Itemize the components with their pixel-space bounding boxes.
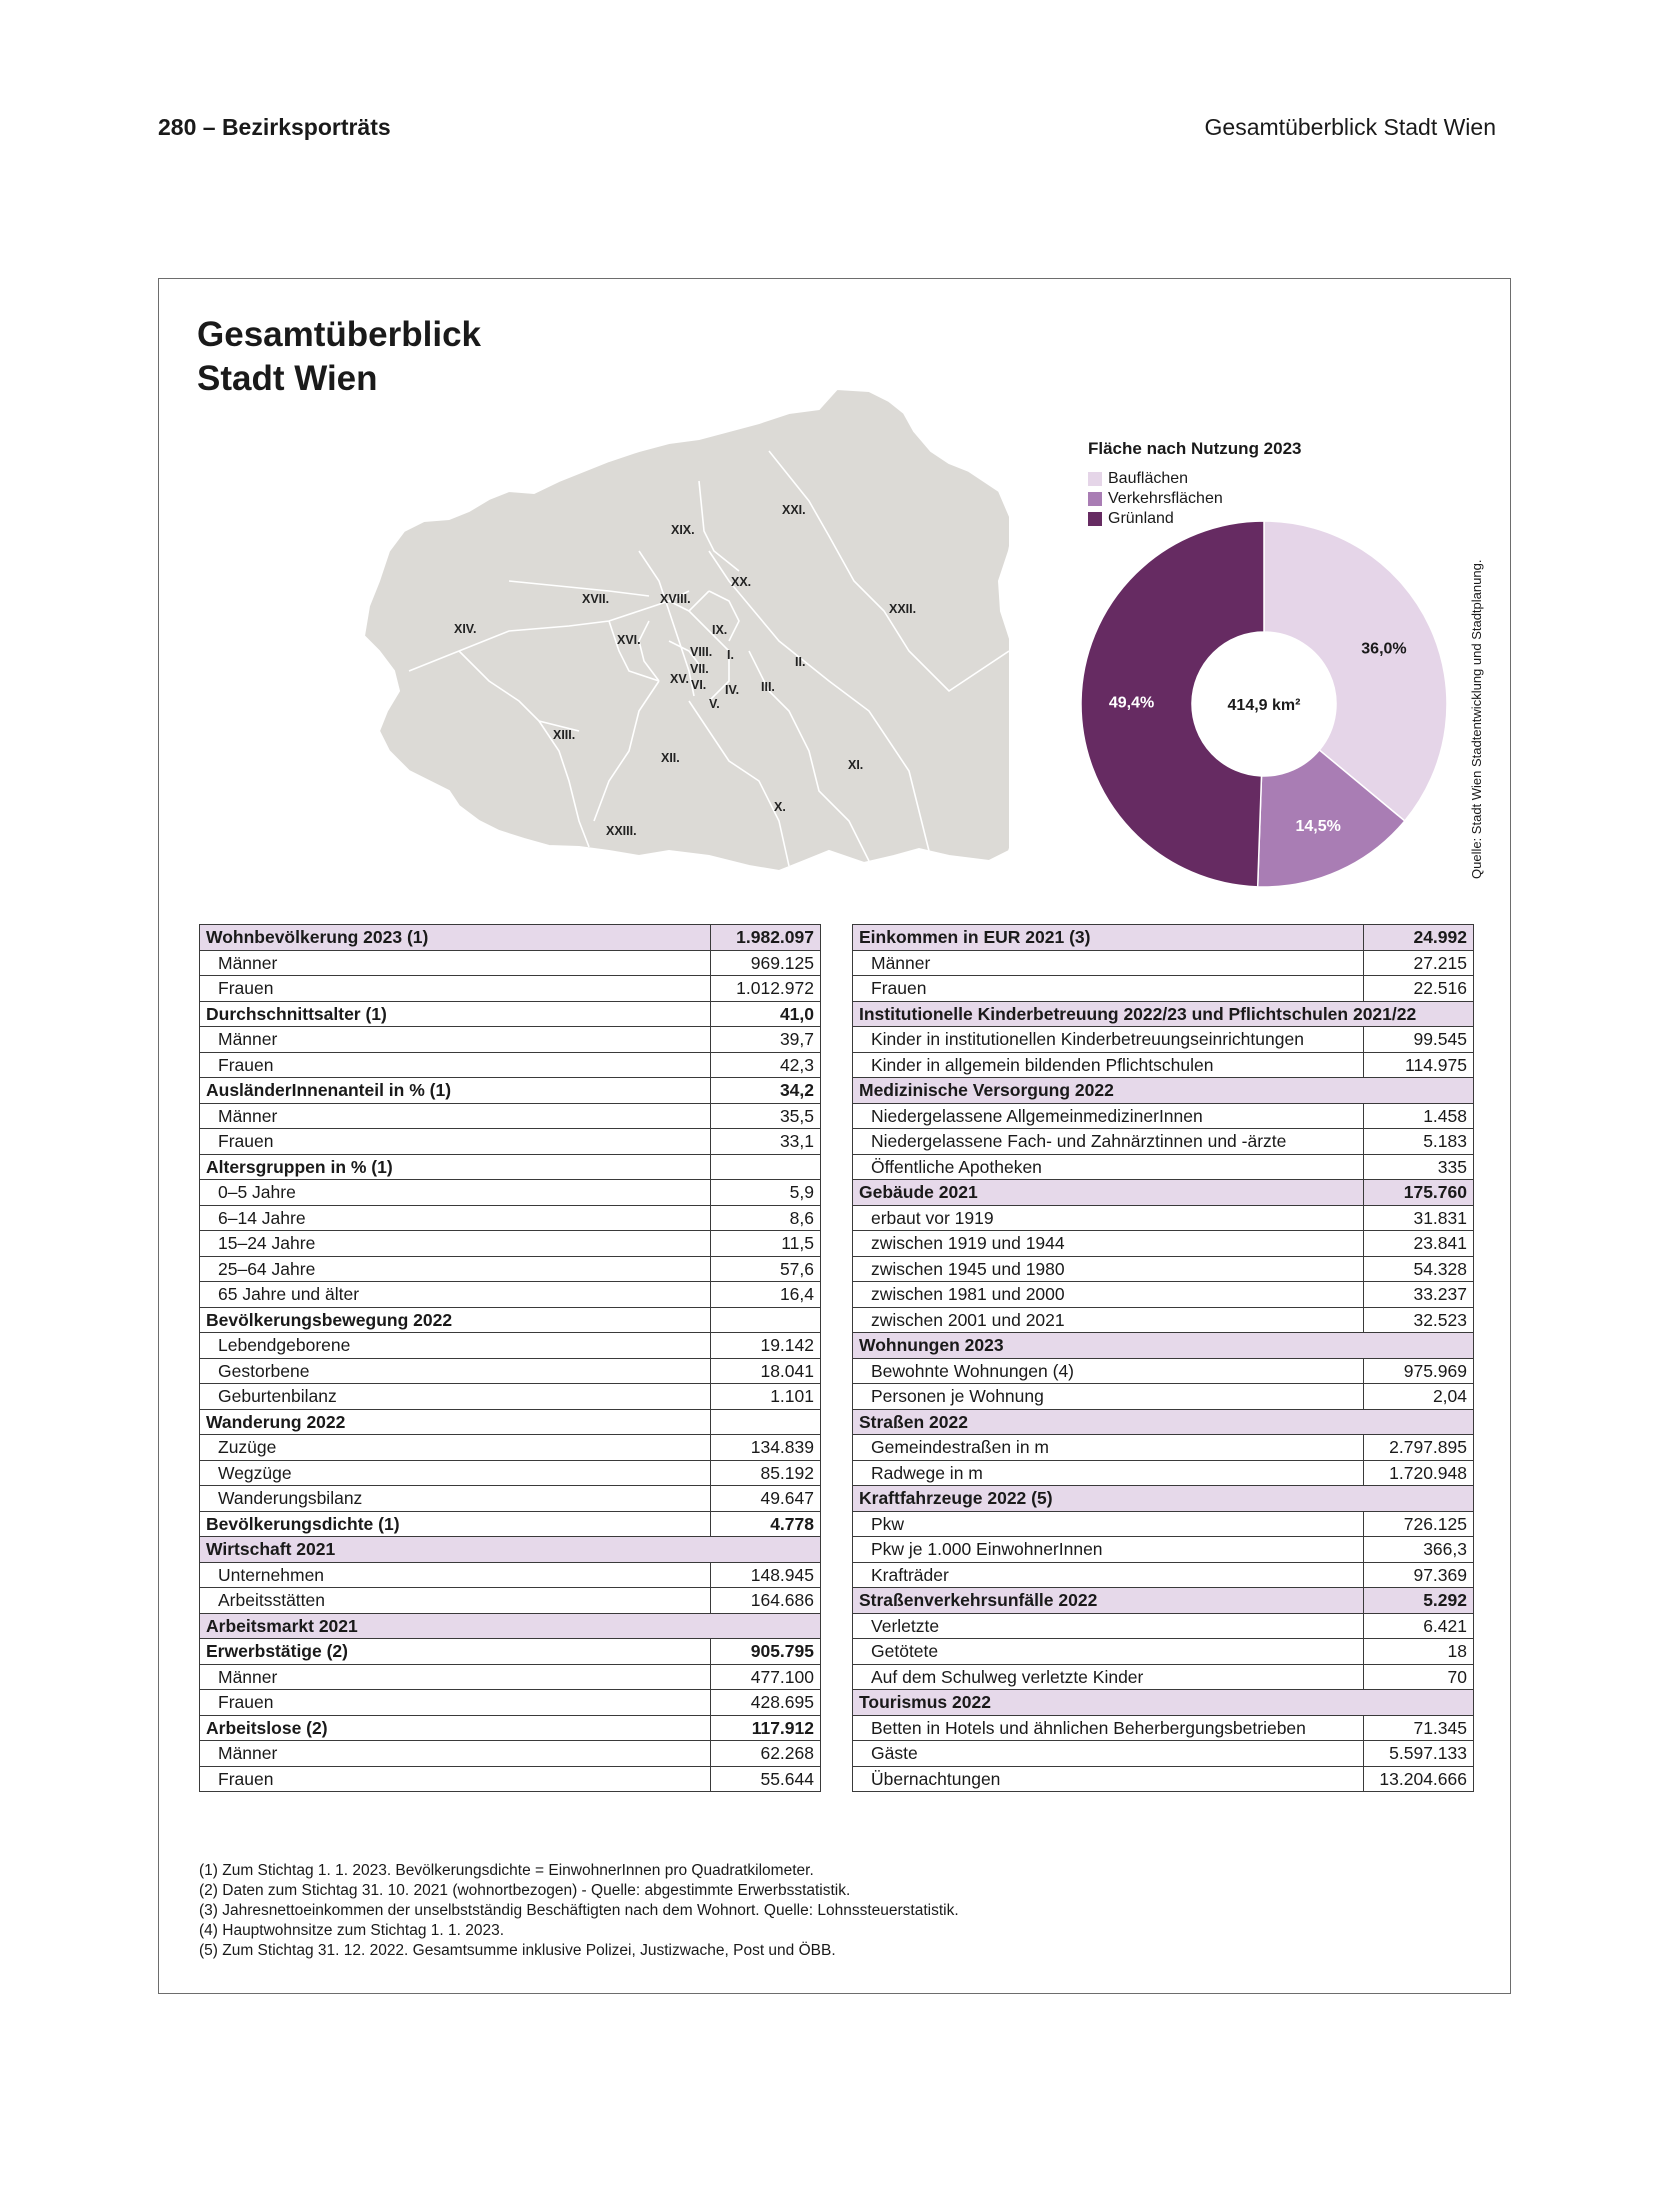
row-label: Männer [853,950,1364,976]
row-value: 33,1 [711,1129,821,1155]
pie-label-bauflaechen: 36,0% [1361,640,1407,658]
row-value: 13.204.666 [1364,1766,1474,1792]
pie-label-verkehrsflaechen: 14,5% [1295,817,1341,835]
table-row [853,1027,1474,1053]
table-row [200,1537,821,1563]
row-label: 6–14 Jahre [200,1205,711,1231]
land-use-donut-chart [1079,519,1449,889]
row-label: Getötete [853,1639,1364,1665]
table-row [200,1001,821,1027]
row-value: 5.183 [1364,1129,1474,1155]
row-label: Medizinische Versorgung 2022 [853,1078,1474,1104]
row-value [711,1307,821,1333]
table-row [853,1307,1474,1333]
row-value: 8,6 [711,1205,821,1231]
table-row [200,1562,821,1588]
row-label: Radwege in m [853,1460,1364,1486]
row-value: 16,4 [711,1282,821,1308]
district-label-16: XVI. [617,633,641,647]
table-row [853,1690,1474,1716]
district-label-3: III. [761,680,775,694]
row-label: Institutionelle Kinderbetreuung 2022/23 und Pflichtschulen 2021/22 [853,1001,1474,1027]
row-label: Frauen [200,1766,711,1792]
row-value: 2.797.895 [1364,1435,1474,1461]
row-value: 24.992 [1364,925,1474,951]
row-value: 11,5 [711,1231,821,1257]
table-row [853,1001,1474,1027]
table-row [853,1741,1474,1767]
footnotes [199,1861,959,1961]
table-row [200,1333,821,1359]
district-label-15: XV. [670,672,690,686]
vienna-district-map [309,351,1009,871]
row-label: Tourismus 2022 [853,1690,1474,1716]
row-label: Frauen [200,1129,711,1155]
table-row [200,950,821,976]
table-row [200,1205,821,1231]
row-label: Geburtenbilanz [200,1384,711,1410]
district-label-9: IX. [712,623,728,637]
district-label-10: X. [774,800,786,814]
district-label-4: IV. [725,683,740,697]
table-row [200,1256,821,1282]
row-value: 31.831 [1364,1205,1474,1231]
district-label-19: XIX. [671,523,695,537]
footnote: (3) Jahresnettoeinkommen der unselbstständig Beschäftigten nach dem Wohnort. Quelle: Lohnssteuerstatistik. [199,1902,959,1919]
table-row [200,1690,821,1716]
row-label: Gemeindestraßen in m [853,1435,1364,1461]
table-row [200,976,821,1002]
row-value: 1.720.948 [1364,1460,1474,1486]
row-label: Zuzüge [200,1435,711,1461]
row-value: 62.268 [711,1741,821,1767]
row-label: Wohnbevölkerung 2023 (1) [200,925,711,951]
legend-swatch-bauflaechen [1088,472,1102,486]
footnote: (2) Daten zum Stichtag 31. 10. 2021 (wohnortbezogen) - Quelle: abgestimmte Erwerbsstatistik. [199,1882,851,1899]
table-row [853,1052,1474,1078]
row-label: Gebäude 2021 [853,1180,1364,1206]
row-value: 41,0 [711,1001,821,1027]
row-label: Frauen [200,1052,711,1078]
district-label-5: V. [709,697,720,711]
row-value: 49.647 [711,1486,821,1512]
table-row [200,1129,821,1155]
table-row [853,1486,1474,1512]
table-row [853,1613,1474,1639]
row-label: Gäste [853,1741,1364,1767]
table-row [853,1766,1474,1792]
row-label: Einkommen in EUR 2021 (3) [853,925,1364,951]
row-value: 23.841 [1364,1231,1474,1257]
row-value: 42,3 [711,1052,821,1078]
row-label: 25–64 Jahre [200,1256,711,1282]
row-label: zwischen 1981 und 2000 [853,1282,1364,1308]
table-row [200,1078,821,1104]
table-row [200,1231,821,1257]
table-row [853,1384,1474,1410]
row-label: Wohnungen 2023 [853,1333,1474,1359]
table-row [853,1205,1474,1231]
table-row [200,1154,821,1180]
legend-item-bauflaechen [1088,469,1223,489]
row-value: 477.100 [711,1664,821,1690]
table-row [853,1103,1474,1129]
row-label: Wanderungsbilanz [200,1486,711,1512]
table-row [853,1154,1474,1180]
table-row [853,1256,1474,1282]
table-row [853,1537,1474,1563]
row-label: zwischen 2001 und 2021 [853,1307,1364,1333]
district-label-22: XXII. [889,602,917,616]
table-row [853,925,1474,951]
row-label: zwischen 1919 und 1944 [853,1231,1364,1257]
row-value: 22.516 [1364,976,1474,1002]
row-label: 0–5 Jahre [200,1180,711,1206]
row-value [711,1409,821,1435]
row-value: 114.975 [1364,1052,1474,1078]
table-row [200,1435,821,1461]
row-value: 1.101 [711,1384,821,1410]
table-row [200,1358,821,1384]
row-value: 70 [1364,1664,1474,1690]
row-value: 969.125 [711,950,821,976]
legend-item-verkehrsflaechen [1088,489,1223,509]
table-row [200,1511,821,1537]
legend-label-gruenland: Grünland [1108,510,1174,527]
table-row [200,1282,821,1308]
row-label: Kinder in institutionellen Kinderbetreuungseinrichtungen [853,1027,1364,1053]
page-header-section: 280 – Bezirksporträts [158,114,391,140]
row-label: Männer [200,1741,711,1767]
table-row [853,1435,1474,1461]
row-label: Bevölkerungsdichte (1) [200,1511,711,1537]
row-label: Niedergelassene AllgemeinmedizinerInnen [853,1103,1364,1129]
row-value: 1.982.097 [711,925,821,951]
district-label-12: XII. [661,751,680,765]
row-label: Frauen [853,976,1364,1002]
row-label: Übernachtungen [853,1766,1364,1792]
row-value: 99.545 [1364,1027,1474,1053]
district-label-2: II. [795,655,806,669]
row-label: Öffentliche Apotheken [853,1154,1364,1180]
row-label: 15–24 Jahre [200,1231,711,1257]
table-row [200,1741,821,1767]
district-label-7: VII. [690,662,709,676]
row-value: 4.778 [711,1511,821,1537]
table-row [853,1129,1474,1155]
row-label: erbaut vor 1919 [853,1205,1364,1231]
row-value: 32.523 [1364,1307,1474,1333]
statistics-table-right [852,924,1474,1792]
row-value: 19.142 [711,1333,821,1359]
row-value: 148.945 [711,1562,821,1588]
table-row [200,1715,821,1741]
row-value: 428.695 [711,1690,821,1716]
row-value: 85.192 [711,1460,821,1486]
row-value: 1.012.972 [711,976,821,1002]
row-value: 335 [1364,1154,1474,1180]
row-value: 35,5 [711,1103,821,1129]
row-label: Wirtschaft 2021 [200,1537,821,1563]
table-row [200,1460,821,1486]
row-label: Pkw je 1.000 EinwohnerInnen [853,1537,1364,1563]
pie-center-label: 414,9 km² [1227,697,1301,714]
row-label: Kraftfahrzeuge 2022 (5) [853,1486,1474,1512]
row-label: Arbeitsstätten [200,1588,711,1614]
pie-chart-title: Fläche nach Nutzung 2023 [1088,439,1302,458]
row-label: AusländerInnenanteil in % (1) [200,1078,711,1104]
row-value: 97.369 [1364,1562,1474,1588]
row-value: 39,7 [711,1027,821,1053]
district-label-14: XIV. [454,622,477,636]
row-label: Arbeitslose (2) [200,1715,711,1741]
district-label-17: XVII. [582,592,610,606]
row-label: Erwerbstätige (2) [200,1639,711,1665]
legend-swatch-verkehrsflaechen [1088,492,1102,506]
district-label-20: XX. [731,575,752,589]
table-row [853,1664,1474,1690]
row-value: 905.795 [711,1639,821,1665]
table-row [200,1307,821,1333]
table-row [853,1588,1474,1614]
table-row [853,950,1474,976]
row-label: Kinder in allgemein bildenden Pflichtschulen [853,1052,1364,1078]
row-value: 117.912 [711,1715,821,1741]
row-label: Männer [200,950,711,976]
row-label: Wanderung 2022 [200,1409,711,1435]
table-row [200,1766,821,1792]
table-row [200,1486,821,1512]
table-row [853,1511,1474,1537]
row-value: 975.969 [1364,1358,1474,1384]
table-row [853,1180,1474,1206]
table-row [853,1460,1474,1486]
row-label: Betten in Hotels und ähnlichen Beherbergungsbetrieben [853,1715,1364,1741]
row-label: Männer [200,1027,711,1053]
row-value: 27.215 [1364,950,1474,976]
district-label-23: XXIII. [606,824,637,838]
source-note: Quelle: Stadt Wien Stadtentwicklung und Stadtplanung. [1469,559,1484,879]
row-value: 5.597.133 [1364,1741,1474,1767]
row-label: Verletzte [853,1613,1364,1639]
panel-title-line-1: Gesamtüberblick [197,315,481,354]
row-value: 71.345 [1364,1715,1474,1741]
row-label: Personen je Wohnung [853,1384,1364,1410]
table-row [200,1409,821,1435]
row-value: 54.328 [1364,1256,1474,1282]
row-value [711,1154,821,1180]
table-row [853,1409,1474,1435]
legend-label-verkehrsflaechen: Verkehrsflächen [1108,490,1223,507]
footnote: (4) Hauptwohnsitze zum Stichtag 1. 1. 2023. [199,1922,504,1939]
page-header-title: Gesamtüberblick Stadt Wien [1204,114,1496,140]
row-label: Pkw [853,1511,1364,1537]
row-value: 5,9 [711,1180,821,1206]
row-value: 18 [1364,1639,1474,1665]
table-row [200,1639,821,1665]
row-value: 33.237 [1364,1282,1474,1308]
row-label: Krafträder [853,1562,1364,1588]
table-row [200,1180,821,1206]
legend-label-bauflaechen: Bauflächen [1108,470,1189,487]
row-label: zwischen 1945 und 1980 [853,1256,1364,1282]
table-row [200,1384,821,1410]
district-label-1: I. [727,648,734,662]
table-row [853,1639,1474,1665]
panel-title-line-2: Stadt Wien [197,359,378,398]
table-row [200,1103,821,1129]
table-row [853,976,1474,1002]
row-value: 164.686 [711,1588,821,1614]
table-row [853,1562,1474,1588]
row-label: Bevölkerungsbewegung 2022 [200,1307,711,1333]
row-value: 6.421 [1364,1613,1474,1639]
row-value: 5.292 [1364,1588,1474,1614]
row-label: Gestorbene [200,1358,711,1384]
district-label-13: XIII. [553,728,576,742]
table-row [853,1078,1474,1104]
table-row [200,1588,821,1614]
row-value: 55.644 [711,1766,821,1792]
row-value: 1.458 [1364,1103,1474,1129]
row-value: 34,2 [711,1078,821,1104]
row-label: Männer [200,1103,711,1129]
table-row [853,1231,1474,1257]
table-row [200,1027,821,1053]
row-label: Auf dem Schulweg verletzte Kinder [853,1664,1364,1690]
row-value: 57,6 [711,1256,821,1282]
table-row [853,1358,1474,1384]
row-label: Frauen [200,976,711,1002]
pie-label-gruenland: 49,4% [1108,694,1155,712]
table-row [200,1664,821,1690]
table-row [200,925,821,951]
statistics-table-left [199,924,821,1792]
district-label-11: XI. [848,758,864,772]
row-value: 18.041 [711,1358,821,1384]
overview-panel [158,278,1511,1994]
row-label: 65 Jahre und älter [200,1282,711,1308]
row-value: 134.839 [711,1435,821,1461]
row-label: Unternehmen [200,1562,711,1588]
row-label: Arbeitsmarkt 2021 [200,1613,821,1639]
row-label: Straßenverkehrsunfälle 2022 [853,1588,1364,1614]
district-label-8: VIII. [690,645,713,659]
district-label-21: XXI. [782,503,806,517]
row-label: Bewohnte Wohnungen (4) [853,1358,1364,1384]
footnote: (1) Zum Stichtag 1. 1. 2023. Bevölkerungsdichte = EinwohnerInnen pro Quadratkilometer. [199,1862,814,1879]
row-label: Wegzüge [200,1460,711,1486]
row-label: Lebendgeborene [200,1333,711,1359]
row-label: Straßen 2022 [853,1409,1474,1435]
row-value: 726.125 [1364,1511,1474,1537]
table-row [853,1333,1474,1359]
table-row [853,1282,1474,1308]
row-label: Altersgruppen in % (1) [200,1154,711,1180]
row-label: Männer [200,1664,711,1690]
row-value: 2,04 [1364,1384,1474,1410]
district-label-6: VI. [691,678,707,692]
row-value: 175.760 [1364,1180,1474,1206]
table-row [200,1613,821,1639]
table-row [853,1715,1474,1741]
row-label: Durchschnittsalter (1) [200,1001,711,1027]
footnote: (5) Zum Stichtag 31. 12. 2022. Gesamtsumme inklusive Polizei, Justizwache, Post und ÖBB. [199,1942,836,1959]
district-label-18: XVIII. [660,592,691,606]
row-label: Frauen [200,1690,711,1716]
row-value: 366,3 [1364,1537,1474,1563]
row-label: Niedergelassene Fach- und Zahnärztinnen und -ärzte [853,1129,1364,1155]
table-row [200,1052,821,1078]
